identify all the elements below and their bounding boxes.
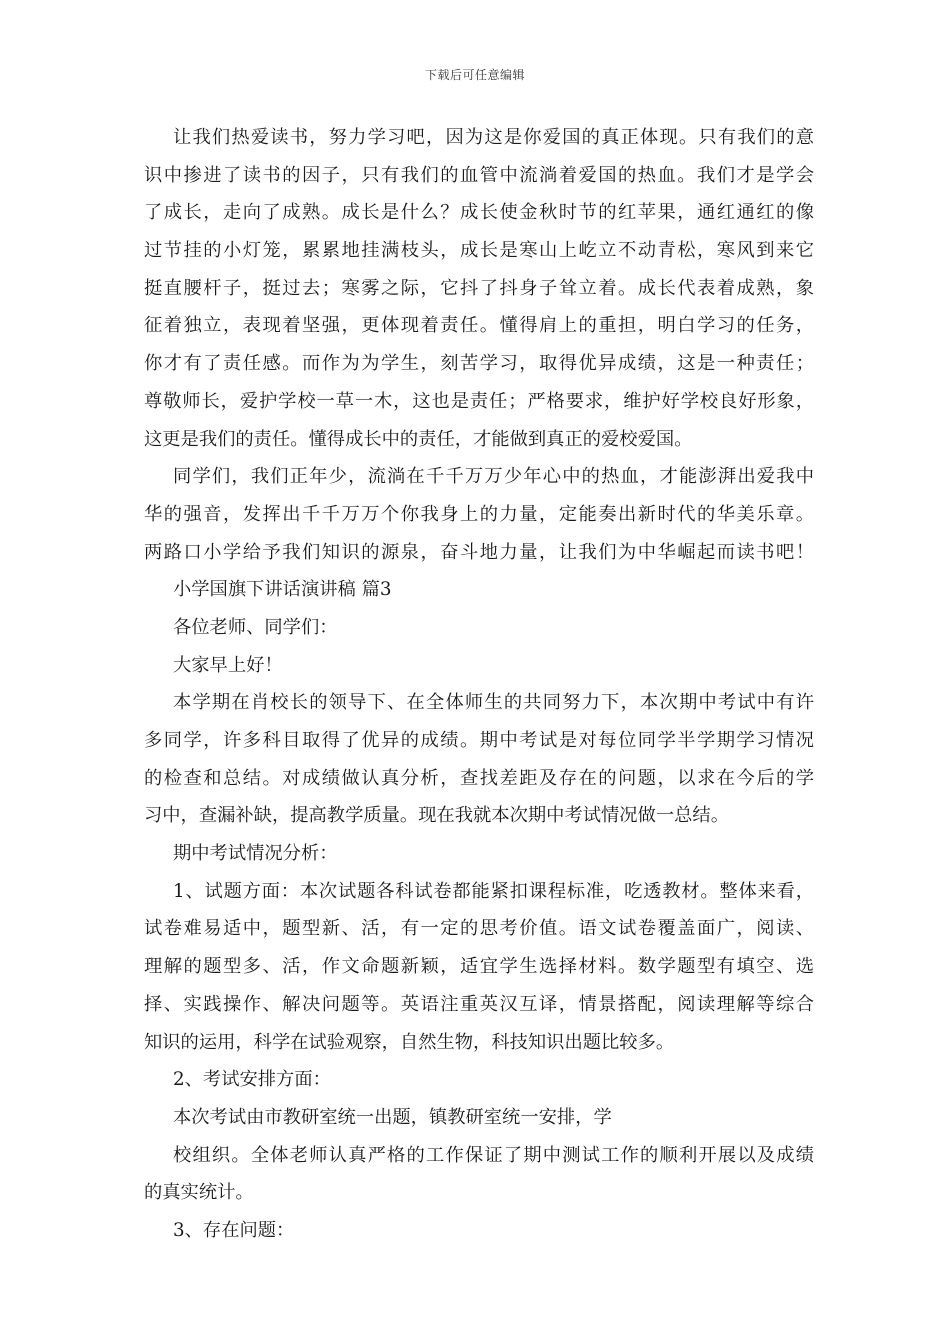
text-line: 尊敬师长，爱护学校一草一木，这也是责任；严格要求，维护好学校良好形象， (144, 390, 814, 412)
text-line: 理解的题型多、活，作文命题新颖，适宜学生选择材料。数学题型有填空、选 (144, 956, 814, 978)
text-line: 本次考试由市教研室统一出题，镇教研室统一安排，学 (173, 1106, 612, 1128)
text-line: 小学国旗下讲话演讲稿 篇3 (173, 579, 392, 601)
text-line: 了成长，走向了成熟。成长是什么？成长使金秋时节的红苹果，通红通红的像 (144, 202, 814, 224)
text-line: 校组织。全体老师认真严格的工作保证了期中测试工作的顺利开展以及成绩 (173, 1144, 814, 1166)
text-line: 3、存在问题： (173, 1219, 295, 1241)
text-line: 过节挂的小灯笼，累累地挂满枝头，成长是寒山上屹立不动青松，寒风到来它 (144, 240, 814, 262)
text-line: 华的强音，发挥出千千万万个你我身上的力量，定能奏出新时代的华美乐章。 (144, 503, 814, 525)
text-line: 2、考试安排方面： (173, 1069, 331, 1091)
text-line: 各位老师、同学们： (173, 616, 338, 638)
text-line: 同学们，我们正年少，流淌在千千万万少年心中的热血，才能澎湃出爱我中 (173, 466, 814, 488)
text-line: 识中掺进了读书的因子，只有我们的血管中流淌着爱国的热血。我们才是学会 (144, 164, 814, 186)
text-line: 的真实统计。 (144, 1182, 254, 1204)
text-line: 这更是我们的责任。懂得成长中的责任，才能做到真正的爱校爱国。 (144, 428, 693, 450)
text-line: 多同学，许多科目取得了优异的成绩。期中考试是对每位同学半学期学习情况 (144, 730, 814, 751)
text-line: 挺直腰杆子，挺过去；寒雾之际，它抖了抖身子耸立着。成长代表着成熟，象 (144, 277, 814, 299)
text-line: 1、试题方面：本次试题各科试卷都能紧扣课程标准，吃透教材。整体来看， (173, 880, 814, 902)
text-line: 让我们热爱读书，努力学习吧，因为这是你爱国的真正体现。只有我们的意 (173, 127, 814, 148)
text-line: 大家早上好！ (173, 654, 283, 676)
text-line: 本学期在肖校长的领导下、在全体师生的共同努力下，本次期中考试中有许 (173, 692, 814, 714)
text-line: 的检查和总结。对成绩做认真分析，查找差距及存在的问题，以求在今后的学 (144, 767, 814, 789)
text-line: 期中考试情况分析： (173, 843, 338, 865)
text-line: 你才有了责任感。而作为为学生，刻苦学习，取得优异成绩，这是一种责任； (144, 353, 814, 375)
page-header-note: 下载后可任意编辑 (424, 68, 525, 82)
text-line: 两路口小学给予我们知识的源泉，奋斗地力量，让我们为中华崛起而读书吧！ (144, 541, 814, 563)
document-body (144, 119, 814, 1250)
text-line: 试卷难易适中，题型新、活，有一定的思考价值。语文试卷覆盖面广，阅读、 (144, 918, 814, 940)
text-line: 习中，查漏补缺，提高教学质量。现在我就本次期中考试情况做一总结。 (144, 805, 729, 827)
text-line: 征着独立，表现着坚强，更体现着责任。懂得肩上的重担，明白学习的任务， (144, 315, 814, 337)
text-line: 择、实践操作、解决问题等。英语注重英汉互译，情景搭配，阅读理解等综合 (144, 993, 814, 1015)
text-line: 知识的运用，科学在试验观察，自然生物，科技知识出题比较多。 (144, 1031, 675, 1053)
